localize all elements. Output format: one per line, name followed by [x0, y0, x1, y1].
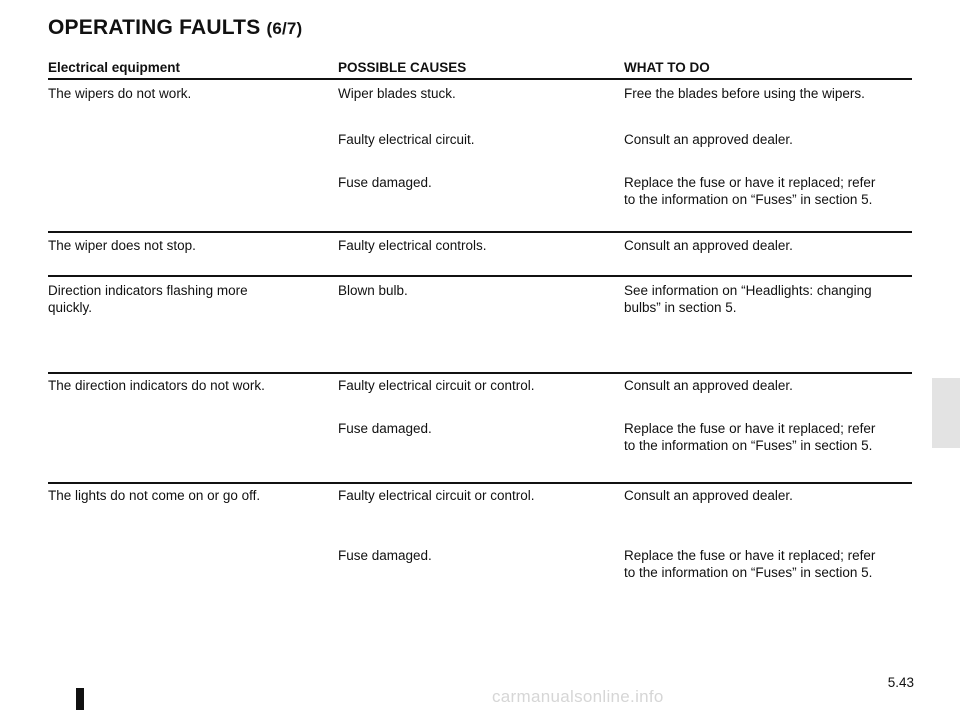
- action-cell: [624, 547, 912, 581]
- action-cell: Consult an approved dealer.: [624, 132, 793, 147]
- action-line: to the information on “Fuses” in section 5.: [624, 438, 873, 453]
- row-divider: [48, 372, 912, 374]
- row-divider: [48, 231, 912, 233]
- cause-cell: Fuse damaged.: [338, 421, 432, 436]
- equipment-line: Direction indicators flashing more: [48, 283, 248, 298]
- action-cell: Free the blades before using the wipers.: [624, 86, 865, 101]
- equipment-cell: The direction indicators do not work.: [48, 378, 265, 393]
- row-divider: [48, 275, 912, 277]
- action-cell: [624, 420, 912, 454]
- table-header-rule: [48, 78, 912, 80]
- cause-cell: Faulty electrical circuit or control.: [338, 378, 535, 393]
- action-line: to the information on “Fuses” in section 5.: [624, 192, 873, 207]
- section-tab-marker: [932, 378, 960, 448]
- page-title-text: OPERATING FAULTS: [48, 16, 261, 39]
- equipment-cell: [48, 282, 304, 316]
- action-line: Replace the fuse or have it replaced; refer: [624, 548, 876, 563]
- cause-cell: Faulty electrical circuit or control.: [338, 488, 535, 503]
- action-cell: Consult an approved dealer.: [624, 378, 793, 393]
- action-line: Replace the fuse or have it replaced; refer: [624, 421, 876, 436]
- cause-cell: Faulty electrical controls.: [338, 238, 487, 253]
- action-line: See information on “Headlights: changing: [624, 283, 872, 298]
- action-line: bulbs” in section 5.: [624, 300, 737, 315]
- cause-cell: Blown bulb.: [338, 283, 408, 298]
- cause-cell: Wiper blades stuck.: [338, 86, 456, 101]
- cause-cell: Fuse damaged.: [338, 548, 432, 563]
- cause-cell: Fuse damaged.: [338, 175, 432, 190]
- column-header-actions: WHAT TO DO: [624, 60, 710, 75]
- page-number: 5.43: [887, 675, 914, 690]
- cause-cell: Faulty electrical circuit.: [338, 132, 475, 147]
- action-line: to the information on “Fuses” in section 5.: [624, 565, 873, 580]
- equipment-cell: The lights do not come on or go off.: [48, 488, 261, 503]
- column-header-causes: POSSIBLE CAUSES: [338, 60, 467, 75]
- page-title: [48, 16, 302, 40]
- column-header-equipment: Electrical equipment: [48, 60, 181, 75]
- page-title-suffix: (6/7): [266, 19, 303, 38]
- action-cell: [624, 174, 912, 208]
- equipment-cell: The wipers do not work.: [48, 86, 192, 101]
- row-divider: [48, 482, 912, 484]
- corner-mark: [76, 688, 84, 710]
- equipment-line: quickly.: [48, 300, 93, 315]
- action-cell: [624, 282, 912, 316]
- watermark-text: carmanualsonline.info: [492, 687, 664, 706]
- action-cell: Consult an approved dealer.: [624, 238, 793, 253]
- action-cell: Consult an approved dealer.: [624, 488, 793, 503]
- equipment-cell: The wiper does not stop.: [48, 238, 196, 253]
- action-line: Replace the fuse or have it replaced; refer: [624, 175, 876, 190]
